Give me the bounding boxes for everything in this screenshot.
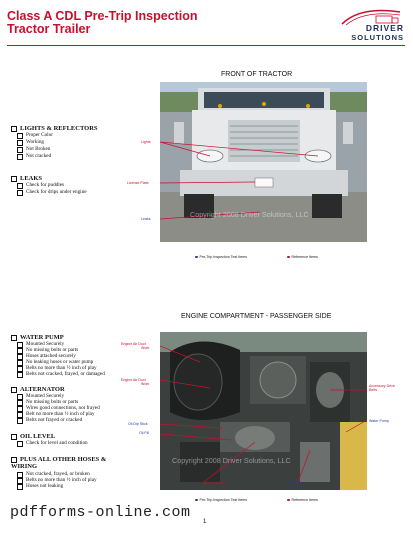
legend-reference-items	[287, 498, 318, 502]
checkbox[interactable]	[17, 147, 23, 153]
checkbox[interactable]	[11, 434, 17, 440]
photo-label-license-plate: License Plate	[127, 181, 149, 185]
item-label: Mounted Securely	[26, 393, 65, 399]
checklist-item	[17, 440, 88, 447]
checklist-item	[17, 417, 82, 424]
heading-label: LIGHTS & REFLECTORS	[20, 125, 98, 132]
checklist-item	[17, 146, 50, 153]
checkbox[interactable]	[17, 140, 23, 146]
heading-label: LEAKS	[20, 175, 43, 182]
legend-test-items	[195, 255, 247, 259]
driver-solutions-logo	[326, 6, 406, 42]
red-dot-icon	[287, 256, 290, 259]
item-label: No leaking hoses or water pump	[26, 359, 94, 365]
photo-label-oil-fill: Oil Fill	[139, 431, 149, 435]
logo-word-driver: DRIVER	[365, 23, 404, 33]
photo-label-leaks: Leaks	[141, 217, 151, 221]
front-of-tractor-photo	[160, 82, 367, 242]
checkbox[interactable]	[11, 126, 17, 132]
checklist-heading-continued: WIRING	[11, 463, 38, 470]
title-line-1: Class A CDL Pre-Trip Inspection	[7, 9, 198, 23]
logo-word-solutions: SOLUTIONS	[351, 33, 404, 42]
label-line: Engine Air Duct	[121, 342, 146, 346]
copyright-watermark: Copyright 2008 Driver Solutions, LLC	[172, 456, 291, 465]
item-label: Proper Color	[26, 132, 53, 138]
checklist-item	[17, 139, 44, 146]
label-line: Accessory Drive	[369, 384, 395, 388]
checklist-item	[17, 182, 64, 189]
item-label: Hoses attached securely	[26, 353, 76, 359]
section-title-engine: ENGINE COMPARTMENT - PASSENGER SIDE	[181, 313, 332, 320]
label-line: Work	[141, 346, 150, 350]
site-watermark: pdfforms-online.com	[10, 504, 191, 521]
checklist-heading	[11, 334, 64, 341]
item-label: Check for level and condition	[26, 440, 88, 446]
checkbox[interactable]	[11, 457, 17, 463]
item-label: Hoses not leaking	[26, 483, 64, 489]
legend-reference-items-label: Reference Items	[291, 498, 318, 502]
checkbox[interactable]	[17, 484, 23, 490]
checklist-item	[17, 371, 105, 378]
photo-label-water-pump: Water Pump	[369, 419, 389, 423]
photo-label-accessory-drive-belts	[369, 384, 395, 392]
item-label: Mounted Securely	[26, 341, 65, 347]
item-label: Belts not cracked, frayed, or damaged	[26, 371, 105, 377]
copyright-watermark: Copyright 2008 Driver Solutions, LLC	[190, 210, 309, 219]
heading-label: OIL LEVEL	[20, 433, 56, 440]
item-label: Belts no more than ½ inch of play	[26, 365, 97, 371]
heading-label: ALTERNATOR	[20, 386, 65, 393]
checkbox[interactable]	[17, 441, 23, 447]
item-label: Belts not frayed or cracked	[26, 417, 83, 423]
legend-test-items	[195, 498, 247, 502]
checkbox[interactable]	[17, 154, 23, 160]
label-line: Belts	[369, 388, 377, 392]
photo-label-alternator: Alternator	[289, 481, 305, 485]
checkbox[interactable]	[17, 418, 23, 424]
heading-label: WATER PUMP	[20, 334, 64, 341]
checklist-heading	[11, 125, 98, 132]
blue-dot-icon	[195, 256, 198, 259]
heading-label: PLUS ALL OTHER HOSES &	[20, 456, 107, 463]
checklist-heading	[11, 386, 65, 393]
label-line: Engine Air Duct	[121, 378, 146, 382]
checklist-item	[17, 132, 53, 139]
checklist-heading	[11, 433, 55, 440]
checklist-item	[17, 189, 87, 196]
checkbox[interactable]	[17, 133, 23, 139]
checkbox[interactable]	[17, 190, 23, 196]
legend-reference-items	[287, 255, 318, 259]
checkbox[interactable]	[11, 387, 17, 393]
checkbox[interactable]	[11, 335, 17, 341]
item-label: Wires good connections, not frayed	[26, 405, 100, 411]
blue-dot-icon	[195, 499, 198, 502]
engine-compartment-photo	[160, 332, 367, 490]
item-label: Check for puddles	[26, 182, 65, 188]
checklist-item	[17, 153, 51, 160]
item-label: No missing bolts or parts	[26, 347, 79, 353]
checklist-item	[17, 483, 63, 490]
photo-label-lights: Lights	[141, 140, 151, 144]
item-label: Belts no more than ½ inch of play	[26, 477, 97, 483]
section-title-front: FRONT OF TRACTOR	[221, 71, 293, 78]
title-line-2: Tractor Trailer	[7, 22, 91, 36]
checkbox[interactable]	[17, 372, 23, 378]
item-label: No missing bolts or parts	[26, 399, 79, 405]
photo-label-turbo-charger: Turbo Charger	[202, 481, 226, 485]
item-label: Belt no more than ½ inch of play	[26, 411, 95, 417]
photo-label-engine-air-duct-2	[121, 378, 149, 386]
checklist-heading	[11, 175, 42, 182]
header-divider	[7, 45, 405, 46]
photo-label-oil-dip-stick: Oil Dip Stick	[128, 422, 148, 426]
legend-reference-items-label: Reference Items	[291, 255, 318, 259]
legend-test-items-label: Pre-Trip Inspection Test Items	[199, 498, 248, 502]
checklist-heading	[11, 456, 106, 463]
item-label: Check for drips under engine	[26, 189, 87, 195]
photo-label-engine-air-duct-1	[121, 342, 149, 350]
item-label: Working	[26, 139, 45, 145]
document-title	[7, 10, 198, 36]
checkbox[interactable]	[11, 176, 17, 182]
legend-test-items-label: Pre-Trip Inspection Test Items	[199, 255, 248, 259]
label-line: Work	[141, 382, 150, 386]
page-number: 1	[203, 519, 207, 525]
item-label: Not Broken	[26, 146, 51, 152]
checkbox[interactable]	[17, 183, 23, 189]
item-label: Not cracked	[26, 153, 52, 159]
item-label: Not cracked, frayed, or broken	[26, 471, 90, 477]
red-dot-icon	[287, 499, 290, 502]
